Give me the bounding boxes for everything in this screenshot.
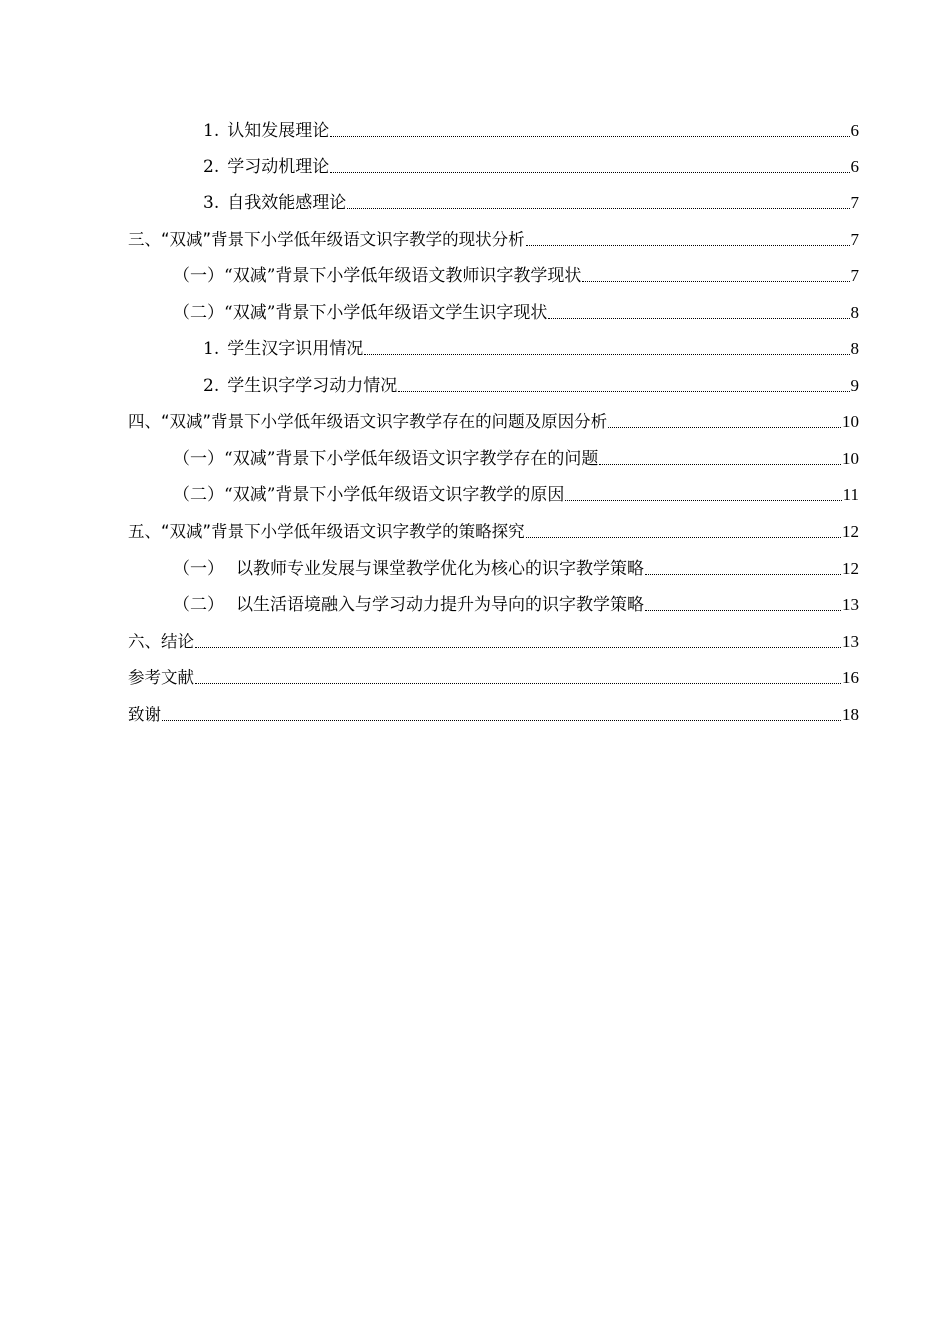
toc-entry-title: （一）“双减”背景下小学低年级语文识字教学存在的问题 <box>173 449 599 469</box>
toc-page-number: 13 <box>842 595 859 614</box>
toc-entry-section[interactable] <box>173 476 859 506</box>
toc-dot-leader <box>330 172 849 173</box>
toc-entry-title: 致谢 <box>128 705 161 724</box>
toc-page-number: 13 <box>842 632 859 651</box>
toc-entry-title: （二）“双减”背景下小学低年级语文识字教学的原因 <box>173 485 565 505</box>
toc-entry-chapter[interactable] <box>128 403 859 433</box>
toc-entry-title: （一）“双减”背景下小学低年级语文教师识字教学现状 <box>173 266 582 286</box>
toc-entry-title: 学生汉字识用情况 <box>227 339 364 359</box>
toc-entry-title: 认知发展理论 <box>227 121 330 141</box>
toc-page-number: 11 <box>842 485 859 504</box>
toc-entry-section[interactable] <box>173 440 859 470</box>
toc-entry-number: 1. <box>203 339 220 359</box>
toc-page-number: 18 <box>842 705 859 724</box>
toc-entry-section[interactable] <box>173 257 859 287</box>
toc-entry-section[interactable] <box>173 550 859 580</box>
toc-dot-leader <box>645 610 841 611</box>
toc-entry-title: 学生识字学习动力情况 <box>227 376 398 396</box>
toc-dot-leader <box>330 136 849 137</box>
toc-entry[interactable] <box>203 148 859 178</box>
toc-page-number: 9 <box>850 376 859 395</box>
toc-entry[interactable] <box>203 184 859 214</box>
toc-entry-section[interactable] <box>173 586 859 616</box>
toc-dot-leader <box>347 208 849 209</box>
toc-dot-leader <box>162 720 841 721</box>
toc-dot-leader <box>599 464 841 465</box>
toc-entry-title: 六、结论 <box>128 632 194 651</box>
toc-dot-leader <box>548 318 849 319</box>
toc-entry-number: 2. <box>203 376 220 396</box>
toc-page-number: 6 <box>850 121 859 140</box>
toc-entry-title: 五、“双减”背景下小学低年级语文识字教学的策略探究 <box>128 522 525 541</box>
toc-dot-leader <box>398 391 849 392</box>
toc-page-number: 8 <box>850 339 859 358</box>
toc-dot-leader <box>582 281 849 282</box>
toc-entry-title: 以生活语境融入与学习动力提升为导向的识字教学策略 <box>236 595 644 615</box>
toc-entry-chapter[interactable] <box>128 696 859 726</box>
toc-dot-leader <box>364 354 849 355</box>
toc-dot-leader <box>608 427 841 428</box>
toc-entry-title: 以教师专业发展与课堂教学优化为核心的识字教学策略 <box>236 559 644 579</box>
toc-dot-leader <box>526 537 841 538</box>
toc-entry-number: 3. <box>203 193 220 213</box>
toc-entry-title: 四、“双减”背景下小学低年级语文识字教学存在的问题及原因分析 <box>128 412 608 431</box>
toc-entry-chapter[interactable] <box>128 513 859 543</box>
toc-page-number: 7 <box>850 193 859 212</box>
toc-dot-leader <box>195 647 841 648</box>
toc-page-number: 7 <box>850 266 859 285</box>
toc-entry-title: 三、“双减”背景下小学低年级语文识字教学的现状分析 <box>128 230 525 249</box>
toc-entry-title: 参考文献 <box>128 668 194 687</box>
toc-dot-leader <box>526 245 850 246</box>
toc-entry-chapter[interactable] <box>128 623 859 653</box>
toc-page-number: 7 <box>850 230 859 249</box>
toc-entry-title: （二）“双减”背景下小学低年级语文学生识字现状 <box>173 303 548 323</box>
toc-page-number: 6 <box>850 157 859 176</box>
toc-dot-leader <box>565 500 841 501</box>
toc-page-number: 12 <box>842 522 859 541</box>
toc-dot-leader <box>195 683 841 684</box>
toc-page-number: 10 <box>842 412 859 431</box>
toc-page-number: 12 <box>842 559 859 578</box>
toc-entry-section[interactable] <box>173 294 859 324</box>
toc-entry-number: （二） <box>173 595 224 615</box>
toc-entry-number: （一） <box>173 559 224 579</box>
toc-entry-chapter[interactable] <box>128 221 859 251</box>
toc-entry-number: 1. <box>203 121 220 141</box>
toc-entry[interactable] <box>203 112 859 142</box>
toc-dot-leader <box>645 574 841 575</box>
toc-entry-title: 学习动机理论 <box>227 157 330 177</box>
toc-entry[interactable] <box>203 330 859 360</box>
toc-entry-title: 自我效能感理论 <box>227 193 347 213</box>
toc-entry-number: 2. <box>203 157 220 177</box>
toc-page-number: 10 <box>842 449 859 468</box>
toc-page-number: 8 <box>850 303 859 322</box>
toc-entry[interactable] <box>203 367 859 397</box>
toc-page-number: 16 <box>842 668 859 687</box>
toc-entry-chapter[interactable] <box>128 659 859 689</box>
